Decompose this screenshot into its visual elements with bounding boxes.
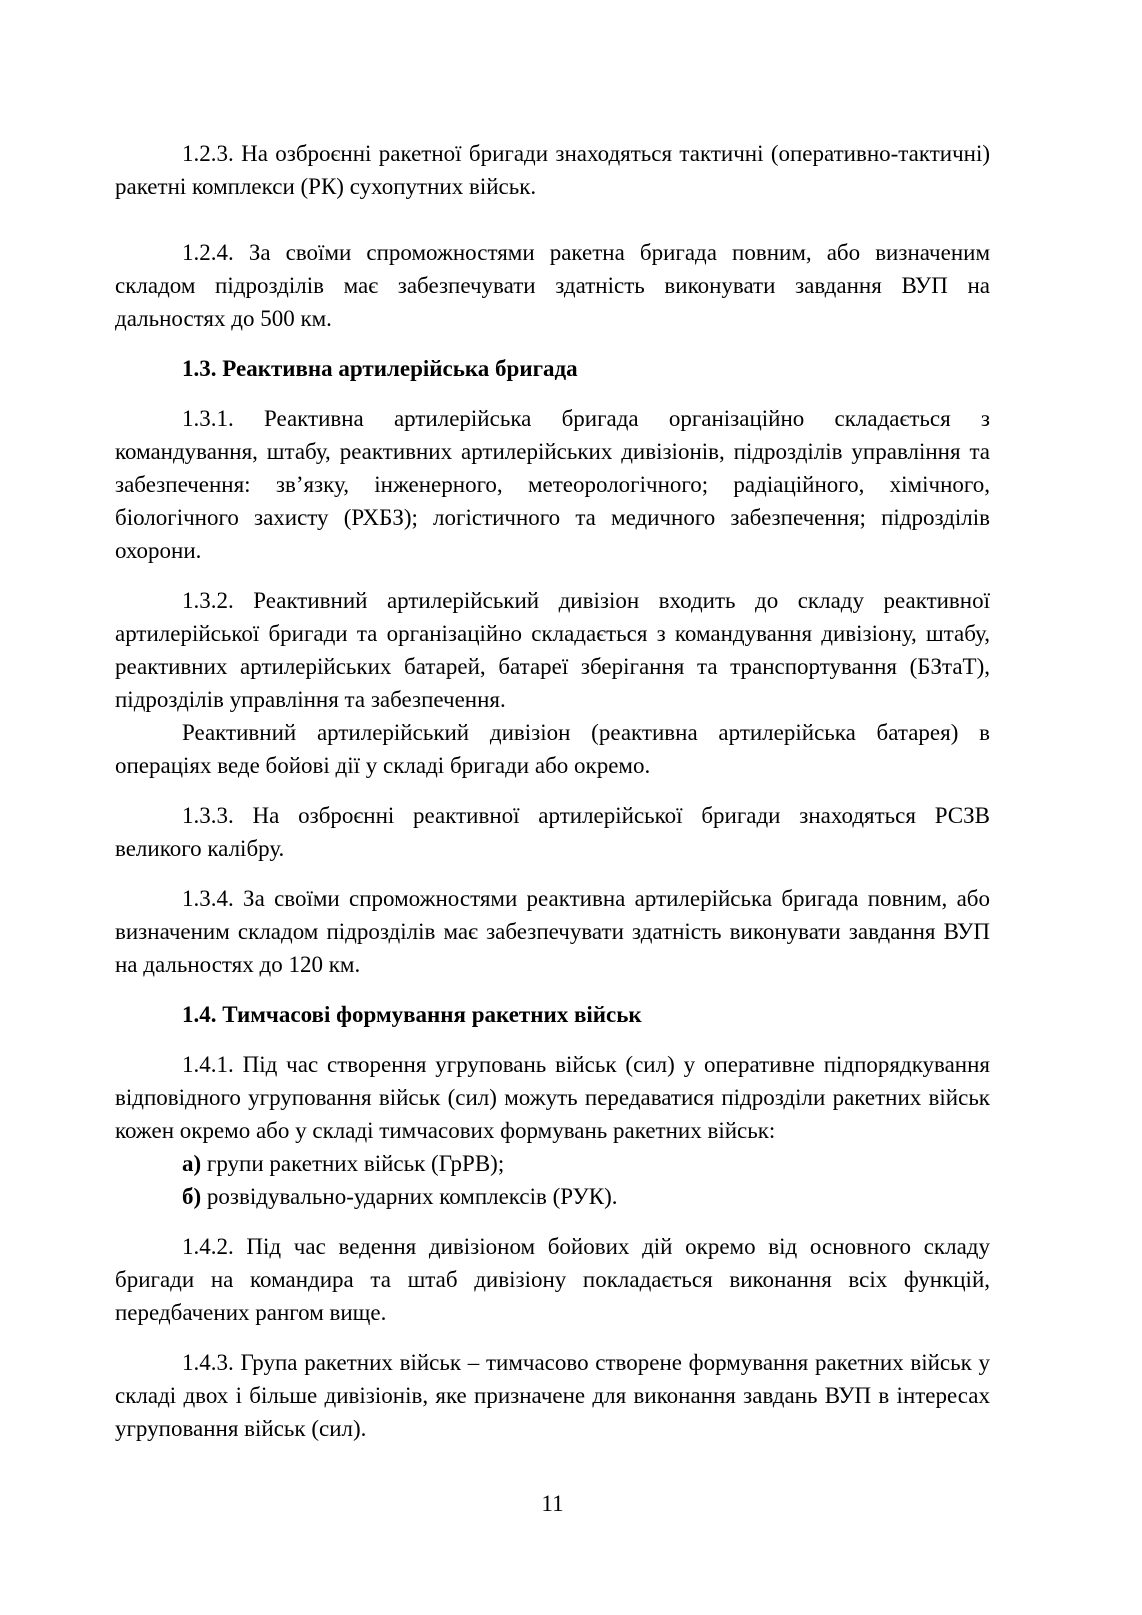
list-item-a bbox=[115, 1147, 990, 1180]
paragraph-1-3-4: 1.3.4. За своїми спроможностями реактивна артилерійська бригада повним, або визначеним складом підрозділів має забезпечувати здатність виконувати завдання ВУП на дальностях до 120 км. bbox=[115, 886, 990, 977]
paragraph-1-4-3: 1.4.3. Група ракетних військ – тимчасово створене формування ракетних військ у складі двох і більше дивізіонів, яке призначене для виконання завдань ВУП в інтересах угруповання військ (сил). bbox=[115, 1350, 990, 1441]
page-number: 11 bbox=[541, 1491, 564, 1516]
paragraph-1-3-2-continuation: Реактивний артилерійський дивізіон (реактивна артилерійська батарея) в операціях веде бойові дії у складі бригади або окремо. bbox=[115, 720, 990, 778]
paragraph-1-3-1: 1.3.1. Реактивна артилерійська бригада організаційно складається з командування, штабу, реактивних артилерійських дивізіонів, підрозділів управління та забезпечення: зв’язку, інженерного, метеорологічного; радіаційного, хімічного, біологічного захисту (РХБЗ); логістичного та медичного забезпечення; підрозділів охорони. bbox=[115, 406, 990, 563]
paragraph-1-4-2: 1.4.2. Під час ведення дивізіоном бойових дій окремо від основного складу бригади на командира та штаб дивізіону покладається виконання всіх функцій, передбачених рангом вище. bbox=[115, 1234, 990, 1325]
paragraph-1-2-4: 1.2.4. За своїми спроможностями ракетна бригада повним, або визначеним складом підрозділів має забезпечувати здатність виконувати завдання ВУП на дальностях до 500 км. bbox=[115, 240, 990, 331]
paragraph-1-2-3: 1.2.3. На озброєнні ракетної бригади знаходяться тактичні (оперативно-тактичні) ракетні комплекси (РК) сухопутних військ. bbox=[115, 141, 990, 199]
paragraph-1-4-1: 1.4.1. Під час створення угруповань військ (сил) у оперативне підпорядкування відповідного угруповання військ (сил) можуть передаватися підрозділи ракетних військ кожен окремо або у складі тимчасових формувань ракетних військ: bbox=[115, 1052, 990, 1143]
section-heading-1-4: 1.4. Тимчасові формування ракетних військ bbox=[182, 1002, 642, 1027]
list-item-text: розвідувально-ударних комплексів (РУК). bbox=[201, 1184, 618, 1209]
list-item-b bbox=[115, 1180, 990, 1213]
list-item-text: групи ракетних військ (ГрРВ); bbox=[201, 1151, 505, 1176]
paragraph-1-3-3: 1.3.3. На озброєнні реактивної артилерійської бригади знаходяться РСЗВ великого калібру. bbox=[115, 803, 990, 861]
paragraph-1-3-2: 1.3.2. Реактивний артилерійський дивізіон входить до складу реактивної артилерійської бригади та організаційно складається з командування дивізіону, штабу, реактивних артилерійських батарей, батареї зберігання та транспортування (БЗтаТ), підрозділів управління та забезпечення. bbox=[115, 588, 990, 712]
list-item-marker: а) bbox=[182, 1151, 202, 1176]
list-item-marker: б) bbox=[182, 1184, 202, 1209]
section-heading-1-3: 1.3. Реактивна артилерійська бригада bbox=[182, 356, 578, 381]
